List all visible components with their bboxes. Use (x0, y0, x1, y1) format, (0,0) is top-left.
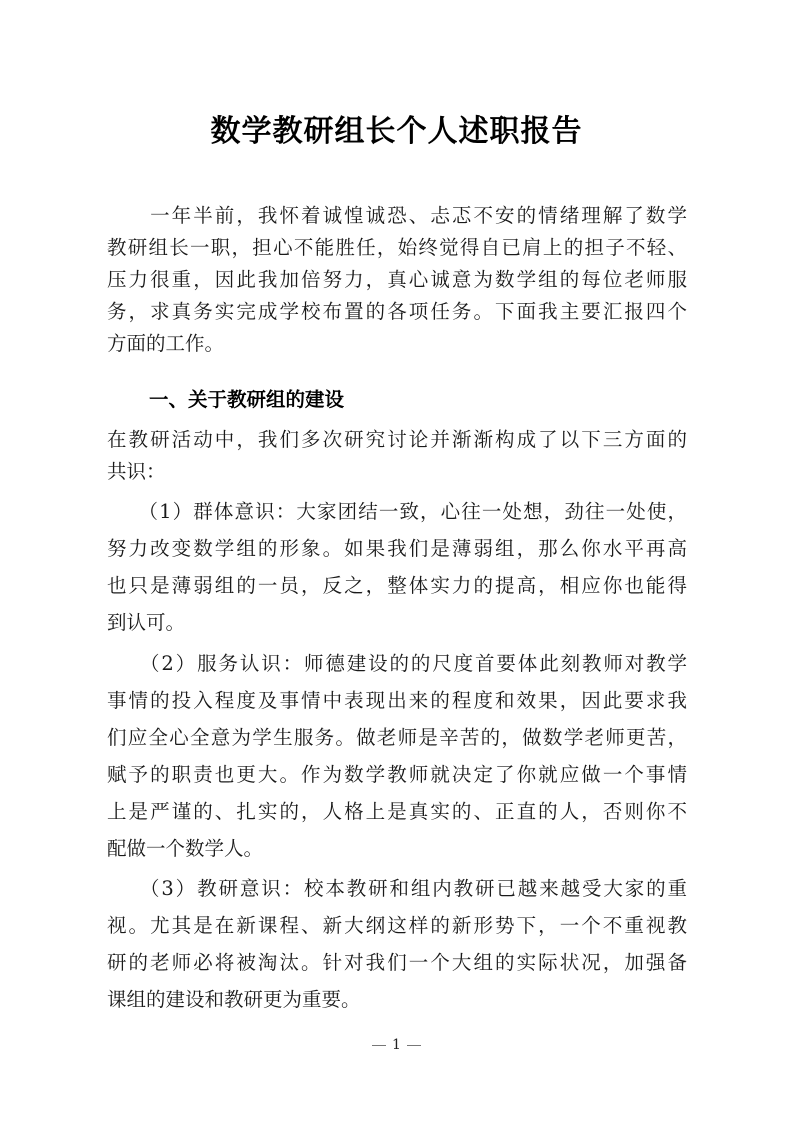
paragraph-line: 到认可。 (107, 611, 186, 634)
page-footer (0, 1035, 793, 1055)
page-number: 1 (392, 1037, 401, 1053)
paragraph-line: 视。尤其是在新课程、新大纲这样的新形势下，一个不重视教 (107, 914, 687, 937)
paragraph-line: 共识： (107, 460, 166, 483)
paragraph-line: 配做一个数学人。 (107, 837, 264, 860)
paragraph-line: 努力改变数学组的形象。如果我们是薄弱组，那么你水平再高 (107, 537, 687, 560)
paragraph-line: 方面的工作。 (107, 332, 225, 355)
section-heading: 一、关于教研组的建设 (149, 388, 345, 411)
paragraph-line: （2）服务认识：师德建设的的尺度首要体此刻教师对教学 (107, 652, 687, 675)
paragraph-line: 一年半前，我怀着诚惶诚恐、忐忑不安的情绪理解了数学 (107, 204, 687, 227)
paragraph-line: 在教研活动中，我们多次研究讨论并渐渐构成了以下三方面的 (107, 428, 687, 451)
paragraph-line: 上是严谨的、扎实的，人格上是真实的、正直的人，否则你不 (107, 800, 687, 823)
paragraph-line: 研的老师必将被淘汰。针对我们一个大组的实际状况，加强备 (107, 951, 687, 974)
paragraph-line: （3）教研意识：校本教研和组内教研已越来越受大家的重 (107, 877, 687, 900)
dash-right (407, 1045, 421, 1046)
dash-left (372, 1045, 386, 1046)
paragraph-line: （1）群体意识：大家团结一致，心往一处想，劲往一处使， (107, 500, 687, 523)
paragraph-line: 也只是薄弱组的一员，反之，整体实力的提高，相应你也能得 (107, 574, 687, 597)
paragraph-line: 事情的投入程度及事情中表现出来的程度和效果，因此要求我 (107, 689, 687, 712)
paragraph-line: 教研组长一职，担心不能胜任，始终觉得自已肩上的担子不轻、 (107, 236, 687, 259)
document-title: 数学教研组长个人述职报告 (210, 114, 583, 149)
paragraph-line: 课组的建设和教研更为重要。 (107, 988, 361, 1011)
paragraph-line: 们应全心全意为学生服务。做老师是辛苦的，做数学老师更苦， (107, 726, 687, 749)
paragraph-line: 赋予的职责也更大。作为数学教师就决定了你就应做一个事情 (107, 763, 687, 786)
paragraph-line: 务，求真务实完成学校布置的各项任务。下面我主要汇报四个 (107, 300, 687, 323)
paragraph-line: 压力很重，因此我加倍努力，真心诚意为数学组的每位老师服 (107, 268, 687, 291)
